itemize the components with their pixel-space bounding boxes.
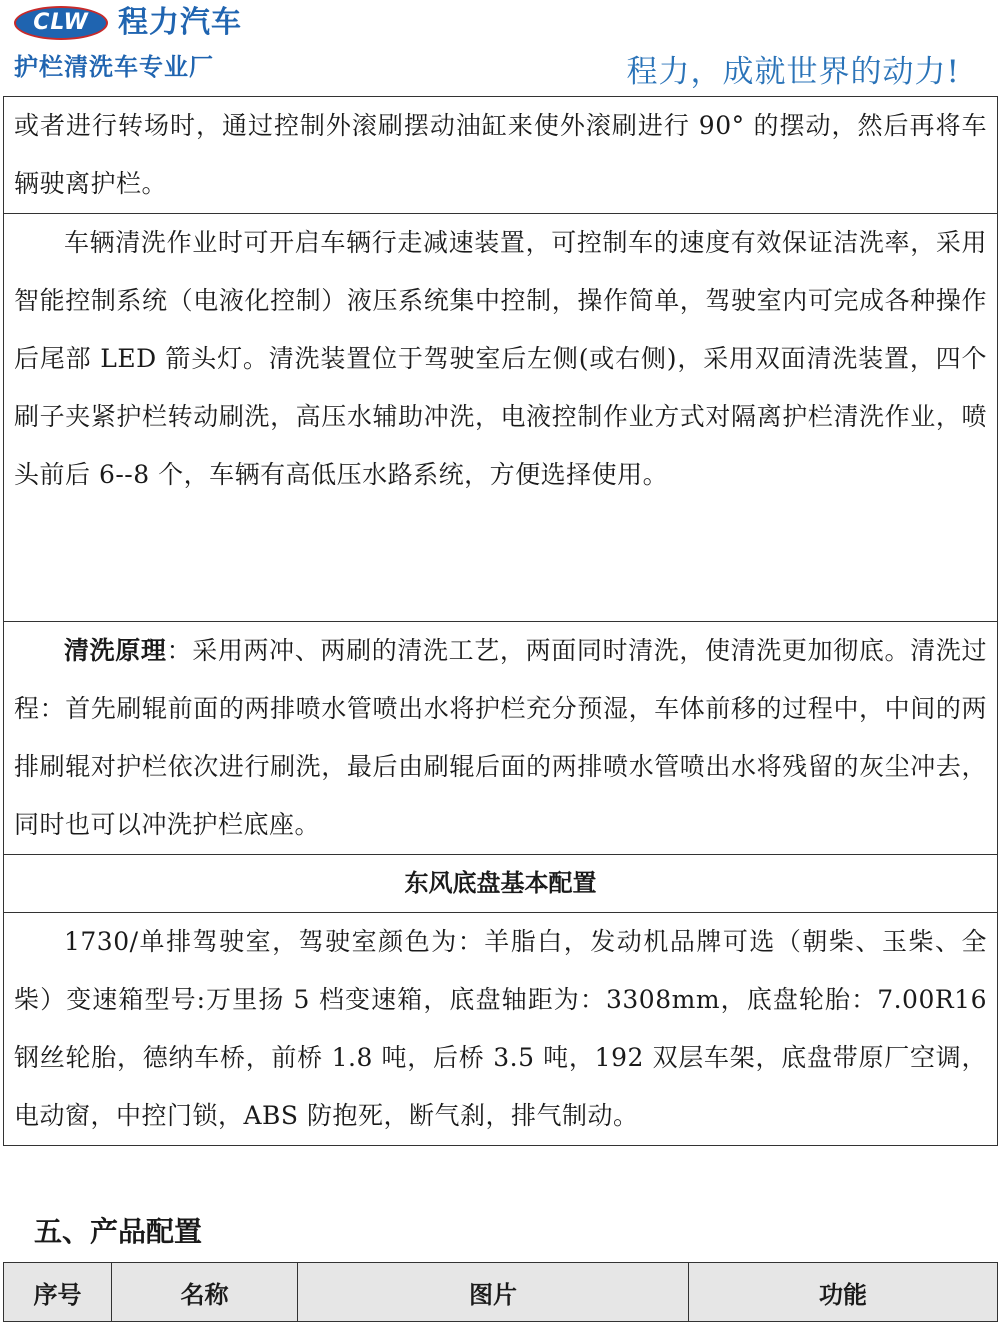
column-header-number: 序号 [4, 1263, 112, 1322]
description-table [3, 96, 998, 1146]
table-row [4, 97, 997, 213]
principle-label: 清洗原理 [64, 636, 167, 665]
table-header-row [4, 1263, 998, 1322]
slogan: 程力，成就世界的动力! [626, 54, 960, 90]
table-row [4, 621, 997, 854]
paragraph-chassis: 1730/单排驾驶室，驾驶室颜色为：羊脂白，发动机品牌可选（朝柴、玉柴、全柴）变速箱型号:万里扬 5 档变速箱，底盘轴距为：3308mm，底盘轮胎：7.00R16 钢丝轮胎，德纳车桥，前桥 1.8 吨，后桥 3.5 吨，192 双层车架，底盘带原厂空调，电动窗，中控门锁，ABS 防抱死，断气刹，排气制动。 [14, 927, 987, 1130]
paragraph-principle [4, 622, 997, 854]
brand-name: 程力汽车 [118, 5, 242, 40]
table-row [4, 213, 997, 621]
column-header-image: 图片 [298, 1263, 689, 1322]
table-row [4, 912, 997, 1145]
logo-emblem: CLW [14, 6, 108, 40]
paragraph-transfer: 或者进行转场时，通过控制外滚刷摆动油缸来使外滚刷进行 90° 的摆动，然后再将车辆驶离护栏。 [14, 111, 987, 198]
company-logo [14, 3, 274, 43]
section-title: 五、产品配置 [34, 1215, 203, 1248]
product-config-table [3, 1262, 998, 1322]
chassis-config-title: 东风底盘基本配置 [404, 868, 597, 897]
column-header-name: 名称 [112, 1263, 298, 1322]
company-subtitle: 护栏清洗车专业厂 [14, 53, 214, 81]
paragraph-operation: 车辆清洗作业时可开启车辆行走减速装置，可控制车的速度有效保证洁洗率，采用智能控制系统（电液化控制）液压系统集中控制，操作简单，驾驶室内可完成各种操作后尾部 LED 箭头灯。清洗装置位于驾驶室后左侧(或右侧)，采用双面清洗装置，四个刷子夹紧护栏转动刷洗，高压水辅助冲洗，电液控制作业方式对隔离护栏清洗作业，喷头前后 6--8 个，车辆有高低压水路系统，方便选择使用。 [14, 228, 987, 489]
column-header-function: 功能 [689, 1263, 998, 1322]
principle-body: ：采用两冲、两刷的清洗工艺，两面同时清洗，使清洗更加彻底。清洗过程：首先刷辊前面的两排喷水管喷出水将护栏充分预湿，车体前移的过程中，中间的两排刷辊对护栏依次进行刷洗，最后由刷辊后面的两排喷水管喷出水将残留的灰尘冲去，同时也可以冲洗护栏底座。 [14, 636, 987, 839]
table-row [4, 854, 997, 912]
